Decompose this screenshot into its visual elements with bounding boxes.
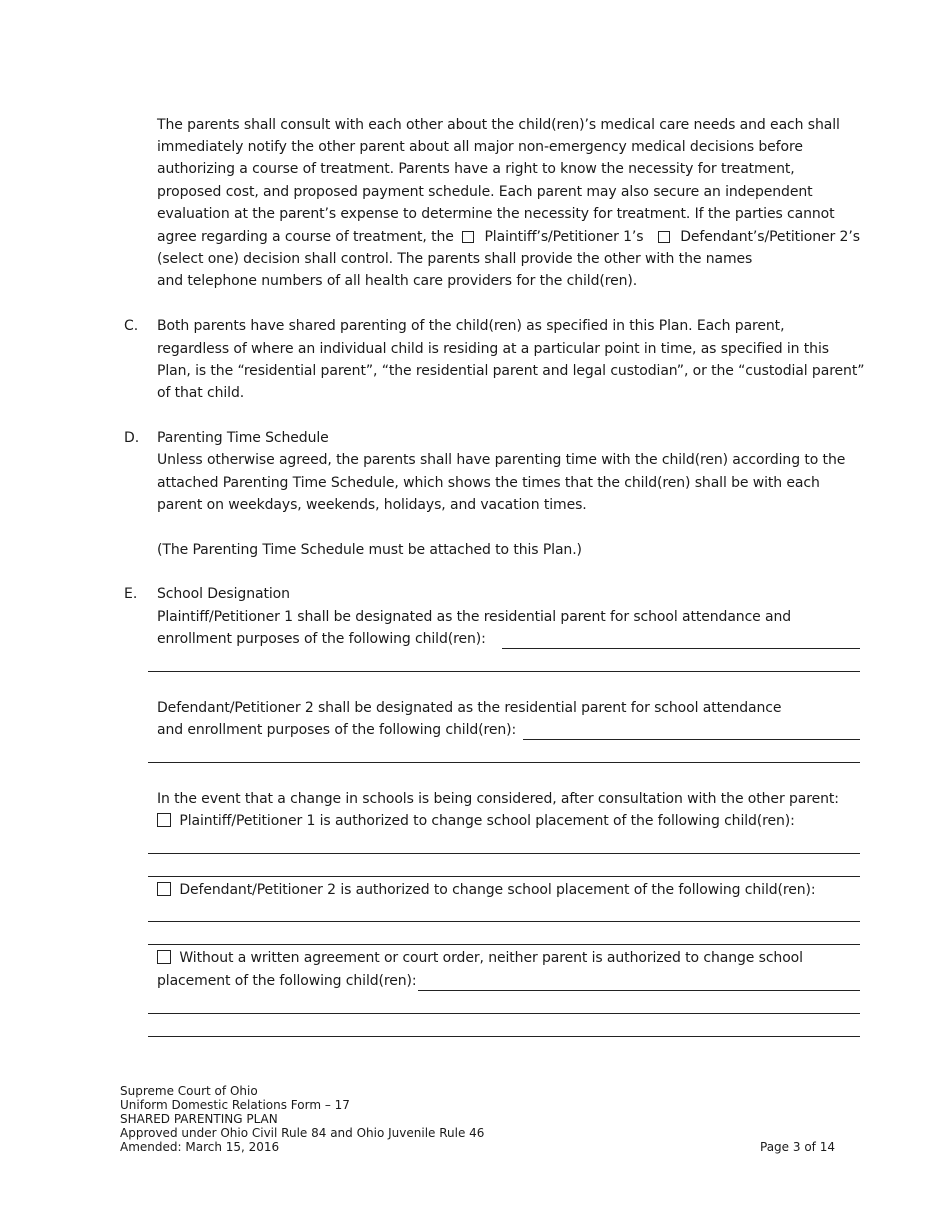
- plaintiff-children-field-line-2[interactable]: [148, 671, 860, 672]
- school-change-intro: In the event that a change in schools is being considered, after consultation with the other parent:: [157, 791, 839, 807]
- no-change-field-line-2[interactable]: [148, 1013, 860, 1014]
- footer-title: SHARED PARENTING PLAN: [120, 1112, 278, 1126]
- plaintiff-change-label: Plaintiff/Petitioner 1 is authorized to change school placement of the following child(ren):: [179, 813, 795, 829]
- plaintiff-children-field[interactable]: [502, 648, 860, 649]
- section-c-letter: C.: [124, 318, 139, 334]
- plaintiff-decision-checkbox[interactable]: [462, 231, 474, 243]
- defendant-school-line-2: and enrollment purposes of the following child(ren):: [157, 722, 517, 738]
- section-d-note: (The Parenting Time Schedule must be attached to this Plan.): [157, 542, 582, 558]
- footer-amended: Amended: March 15, 2016: [120, 1140, 280, 1154]
- section-e-letter: E.: [124, 586, 138, 602]
- plaintiff-change-field-line-2[interactable]: [148, 876, 860, 877]
- section-c-line-4: of that child.: [157, 385, 245, 401]
- footer-form: Uniform Domestic Relations Form – 17: [120, 1098, 350, 1112]
- section-e-heading: School Designation: [157, 586, 290, 602]
- defendant-change-field-line-1[interactable]: [148, 921, 860, 922]
- section-d-line-2: attached Parenting Time Schedule, which shows the times that the child(ren) shall be with each: [157, 475, 820, 491]
- footer-court: Supreme Court of Ohio: [120, 1084, 258, 1098]
- section-d-heading: Parenting Time Schedule: [157, 430, 329, 446]
- plaintiff-change-field-line-1[interactable]: [148, 853, 860, 854]
- school-change-option-1: [157, 810, 795, 832]
- section-c-line-2: regardless of where an individual child is residing at a particular point in time, as specified in this: [157, 341, 829, 357]
- defendant-school-line-1: Defendant/Petitioner 2 shall be designated as the residential parent for school attendance: [157, 700, 782, 716]
- school-change-option-3: [157, 947, 803, 969]
- school-change-option-3-line-2: placement of the following child(ren):: [157, 973, 417, 989]
- section-c-line-1: Both parents have shared parenting of the child(ren) as specified in this Plan. Each parent,: [157, 318, 785, 334]
- medical-line-8: and telephone numbers of all health care providers for the child(ren).: [157, 273, 638, 289]
- defendant-change-label: Defendant/Petitioner 2 is authorized to change school placement of the following child(ren):: [179, 882, 816, 898]
- medical-line-7: (select one) decision shall control. The parents shall provide the other with the names: [157, 251, 753, 267]
- section-c-line-3: Plan, is the “residential parent”, “the residential parent and legal custodian”, or the “custodial parent”: [157, 363, 865, 379]
- medical-line-1: The parents shall consult with each other about the child(ren)’s medical care needs and each shall: [157, 117, 840, 133]
- medical-line-3: authorizing a course of treatment. Parents have a right to know the necessity for treatment,: [157, 161, 795, 177]
- medical-line-4: proposed cost, and proposed payment schedule. Each parent may also secure an independent: [157, 184, 813, 200]
- school-change-option-2: [157, 879, 816, 901]
- defendant-change-field-line-2[interactable]: [148, 944, 860, 945]
- medical-line-6: [157, 226, 860, 248]
- no-change-checkbox[interactable]: [157, 950, 171, 964]
- medical-line-2: immediately notify the other parent about all major non-emergency medical decisions before: [157, 139, 803, 155]
- page-number: Page 3 of 14: [760, 1140, 835, 1154]
- section-d-line-1: Unless otherwise agreed, the parents shall have parenting time with the child(ren) according to the: [157, 452, 846, 468]
- section-d-letter: D.: [124, 430, 140, 446]
- defendant-children-field[interactable]: [523, 739, 860, 740]
- section-d-line-3: parent on weekdays, weekends, holidays, and vacation times.: [157, 497, 587, 513]
- plaintiff-school-line-1: Plaintiff/Petitioner 1 shall be designated as the residential parent for school attendance and: [157, 609, 792, 625]
- defendant-decision-checkbox[interactable]: [658, 231, 670, 243]
- no-change-children-field[interactable]: [418, 990, 860, 991]
- medical-line-6-text: agree regarding a course of treatment, the: [157, 229, 454, 245]
- plaintiff-change-checkbox[interactable]: [157, 813, 171, 827]
- no-change-field-line-3[interactable]: [148, 1036, 860, 1037]
- no-change-label: Without a written agreement or court order, neither parent is authorized to change school: [179, 950, 803, 966]
- plaintiff-school-line-2: enrollment purposes of the following child(ren):: [157, 631, 486, 647]
- defendant-children-field-line-2[interactable]: [148, 762, 860, 763]
- defendant-change-checkbox[interactable]: [157, 882, 171, 896]
- footer-approved: Approved under Ohio Civil Rule 84 and Ohio Juvenile Rule 46: [120, 1126, 485, 1140]
- defendant-decision-label: Defendant’s/Petitioner 2’s: [680, 229, 860, 245]
- plaintiff-decision-label: Plaintiff’s/Petitioner 1’s: [484, 229, 644, 245]
- medical-line-5: evaluation at the parent’s expense to determine the necessity for treatment. If the parties cannot: [157, 206, 835, 222]
